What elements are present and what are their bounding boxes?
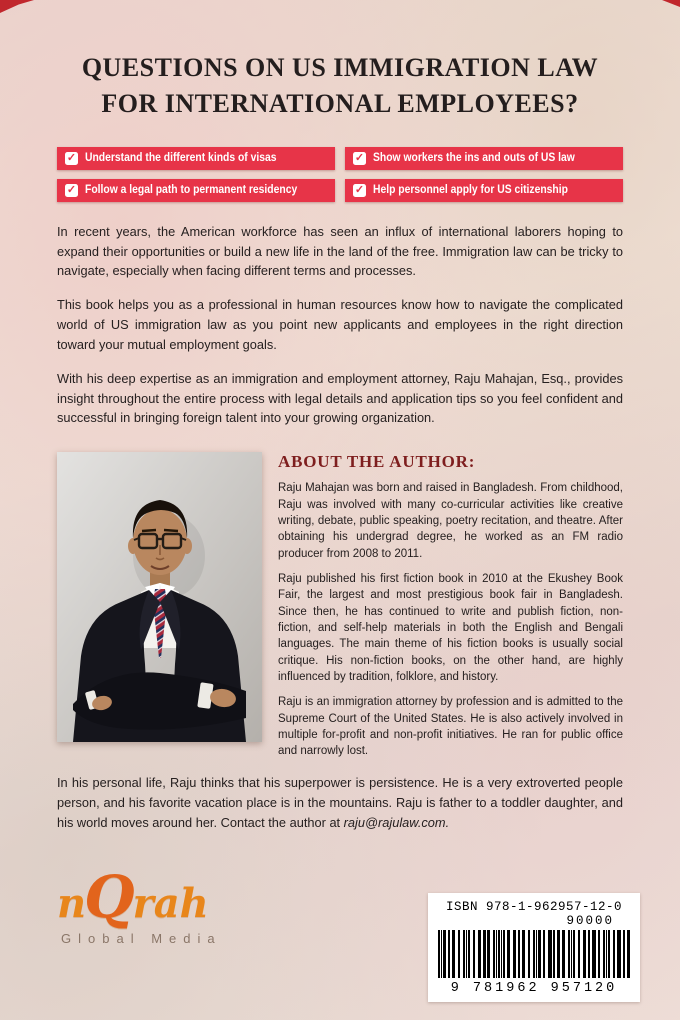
check-icon: ✓ [66, 151, 77, 164]
personal-text: In his personal life, Raju thinks that his superpower is persistence. He is a very extroverted people person, and his favorite vacation place is in the mountains. Raju is father to a toddler daughter, and his world moves around her. Contact the author at [57, 775, 623, 831]
title-line-1: QUESTIONS ON US IMMIGRATION LAW [81, 53, 599, 82]
isbn-text: ISBN 978-1-962957-12-0 [445, 900, 623, 914]
barcode-digits: 9 781962 957120 [450, 981, 618, 996]
about-author-column [278, 452, 623, 759]
bio-paragraph-2: Raju published his first fiction book in 2010 at the Ekushey Book Fair, the largest and most prestigious book fair in Bangladesh. Since then, he has continued to write and publish fiction, non-fiction, and self-help materials in both the English and Bengali languages. The main theme of his fiction books is usually social critique. His non-fiction books, on the other hand, are highly influenced by tradition, folklore, and history. [278, 572, 623, 683]
barcode-bars [438, 930, 630, 978]
price-code: 90000 [566, 914, 614, 928]
check-icon: ✓ [66, 183, 77, 196]
logo-letters-rah: rah [132, 880, 209, 927]
bio-paragraph-3: Raju is an immigration attorney by profession and is admitted to the Supreme Court of the United States. He is also actively involved in multiple for-profit and non-profit initiatives. He ran for public office and narrowly lost. [278, 696, 623, 758]
print-bleed-accent-left [0, 0, 34, 13]
title-line-2: FOR INTERNATIONAL EMPLOYEES? [101, 89, 579, 119]
author-photo [57, 452, 262, 742]
feature-banners [57, 147, 623, 202]
about-author-section [57, 452, 623, 759]
logo-letter-n: n [57, 880, 87, 927]
footer [57, 863, 640, 1002]
banner-residency [57, 179, 335, 202]
personal-paragraph [57, 773, 623, 832]
publisher-tagline: Global Media [61, 931, 222, 946]
bio-paragraph-1: Raju Mahajan was born and raised in Bangladesh. From childhood, Raju was involved with many co-curricular activities like creative writing, debate, public speaking, poetry recitation, and theatre. After obtaining his undergrad degree, he worked as an FM radio producer from 2008 to 2011. [278, 482, 623, 560]
banner-label: Follow a legal path to permanent residency [85, 184, 298, 197]
page-title [40, 50, 640, 123]
check-icon: ✓ [354, 183, 365, 196]
banner-label: Help personnel apply for US citizenship [373, 184, 568, 197]
barcode [428, 893, 640, 1002]
intro-paragraph-1: In recent years, the American workforce has seen an influx of international laborers hoping to expand their opportunities or build a new life in the land of the free. Immigration law can be tricky to navigate, especially when facing different terms and processes. [57, 223, 623, 279]
intro-paragraph-3: With his deep expertise as an immigration and employment attorney, Raju Mahajan, Esq., provides insight throughout the entire process with legal details and application tips so you feel confident and successful in bringing foreign talent into your growing organization. [57, 370, 623, 426]
publisher-name [57, 863, 222, 931]
banner-visas [57, 147, 335, 170]
author-email: raju@rajulaw.com. [343, 815, 450, 831]
logo-letter-q: Q [84, 863, 135, 931]
banner-us-law [345, 147, 623, 170]
check-icon: ✓ [354, 151, 365, 164]
banner-label: Understand the different kinds of visas [85, 152, 277, 165]
print-bleed-accent-right [662, 0, 680, 7]
publisher-logo [57, 863, 222, 946]
intro-paragraph-2: This book helps you as a professional in human resources know how to navigate the complicated world of US immigration law as you point new applicants and employees in the right direction toward your mutual employment goals. [57, 297, 623, 352]
about-author-heading: ABOUT THE AUTHOR: [278, 452, 476, 472]
banner-label: Show workers the ins and outs of US law [373, 152, 575, 165]
banner-citizenship [345, 179, 623, 202]
